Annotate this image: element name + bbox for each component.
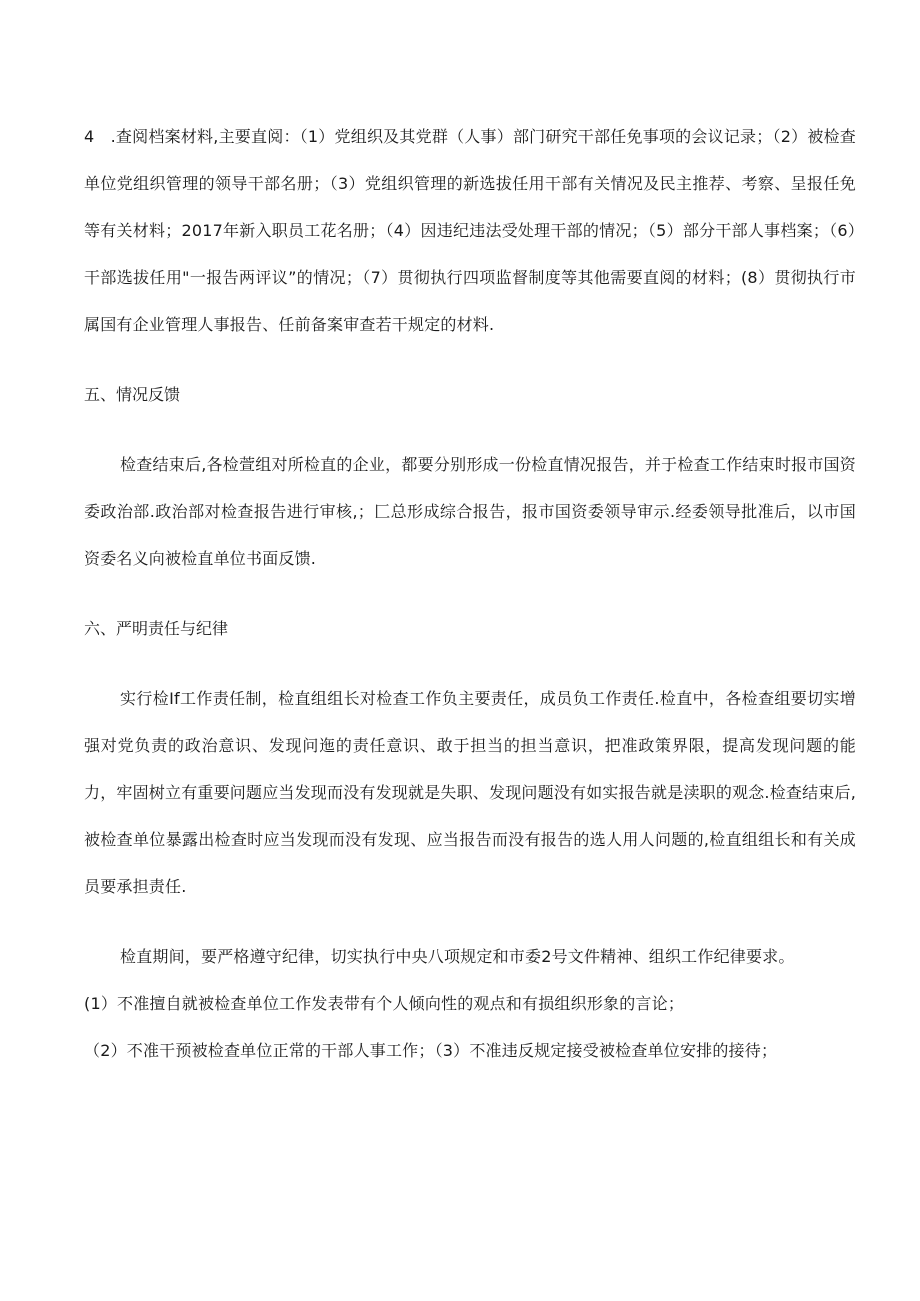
spacer <box>84 582 856 605</box>
spacer <box>84 418 856 441</box>
spacer <box>84 652 856 675</box>
responsibility-paragraph: 实行检If工作责任制，检直组组长对检查工作负主要责任，成员负工作责任.检直中，各检查组要切实增强对党负责的政治意识、发现问迤的责任意识、敢于担当的担当意识，把准政策界限，提高发现问题的能力，牢固树立有重要问题应当发现而没有发现就是失职、发现问题没有如实报告就是渎职的观念.检查结束后,被检查单位暴露出检查时应当发现而没有发现、应当报告而没有报告的选人用人问题的,检直组组长和有关成员要承担责任. <box>84 689 856 896</box>
document-page <box>84 113 856 1074</box>
spacer <box>84 910 856 933</box>
archive-review-paragraph: 4 .查阅档案材料,主要直阅：（1）党组织及其党群（人事）部门研究干部任免事项的会议记录；（2）被检查单位党组织管理的领导干部名册；（3）党组织管理的新选拔任用干部有关情况及民主推荐、考察、呈报任免等有关材料；2017年新入职员工花名册；（4）因违纪违法受处理干部的情况；（5）部分干部人事档案；（6）干部选拔任用"一报告两评议”的情况；（7）贯彻执行四项监督制度等其他需要直阅的材料；(8）贯彻执行市属国有企业管理人事报告、任前备案审查若干规定的材料. <box>84 127 856 334</box>
section-heading-responsibility: 六、严明责任与纪律 <box>84 619 229 638</box>
discipline-rule-1: (1）不准擅自就被检查单位工作发表带有个人倾向性的观点和有损组织形象的言论； <box>84 994 685 1013</box>
section-heading-feedback: 五、情况反馈 <box>84 385 181 404</box>
spacer <box>84 348 856 371</box>
discipline-rule-2-3: （2）不准干预被检查单位正常的干部人事工作；（3）不准违反规定接受被检查单位安排的接待； <box>84 1041 778 1060</box>
discipline-paragraph: 检直期间，要严格遵守纪律，切实执行中央八项规定和市委2号文件精神、组织工作纪律要求。 <box>120 947 795 966</box>
feedback-paragraph: 检查结束后,各检萱组对所检直的企业，都要分别形成一份检直情况报告，并于检查工作结束时报市国资委政治部.政治部对检查报告进行审核,；匚总形成综合报告，报市国资委领导审示.经委领导批准后，以市国资委名义向被检直单位书面反馈. <box>84 455 856 568</box>
